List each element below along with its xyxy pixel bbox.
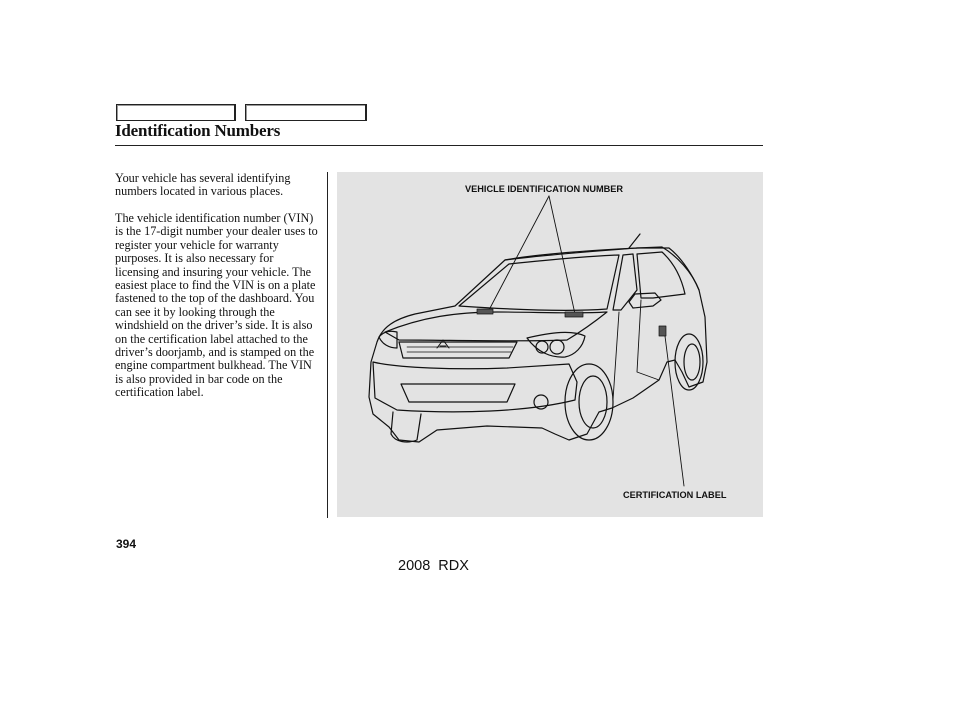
antenna (629, 234, 640, 248)
vin-leader-lines (489, 196, 575, 314)
front-right-wheel (565, 364, 613, 440)
section-tab-left (116, 104, 236, 121)
front-bumper (373, 362, 577, 412)
suv-illustration (337, 172, 763, 517)
section-tab-right (245, 104, 367, 121)
vin-callout-label: VEHICLE IDENTIFICATION NUMBER (465, 184, 624, 194)
model-footer: 2008 RDX (398, 558, 469, 574)
front-door-window (613, 254, 637, 310)
certification-label-marker (659, 326, 666, 336)
vin-plate-marker (477, 309, 493, 314)
windshield (459, 255, 619, 310)
vin-plate-marker-2 (565, 312, 583, 317)
roof-line (505, 248, 699, 290)
title-divider (115, 145, 763, 146)
column-divider (327, 172, 328, 518)
page-number: 394 (116, 537, 137, 551)
rear-wheel (675, 334, 703, 390)
car-body-outline (369, 247, 707, 442)
front-grille (399, 342, 517, 358)
vin-paragraph: The vehicle identification number (VIN) is the 17-digit number your dealer uses to register your vehicle for warranty purposes. It is also necessary for licensing and insuring your vehicle. The easiest place to find the VIN is on a plate fastened to the top of the dashboard. You can see it by looking through the windshield on the driver’s side. It is also on the certification label attached to the driver’s doorjamb, and is stamped on the engine compartment bulkhead. The VIN is also provided in bar code on the certification label. (115, 211, 318, 400)
lower-intake (401, 384, 515, 402)
page-title: Identification Numbers (115, 121, 281, 140)
front-left-wheel (391, 412, 421, 442)
vehicle-figure (337, 172, 763, 517)
intro-paragraph: Your vehicle has several identifying numbers located in various places. (115, 171, 291, 199)
side-mirror (629, 293, 661, 308)
certification-callout-label: CERTIFICATION LABEL (623, 490, 727, 500)
door-seam (637, 300, 659, 380)
